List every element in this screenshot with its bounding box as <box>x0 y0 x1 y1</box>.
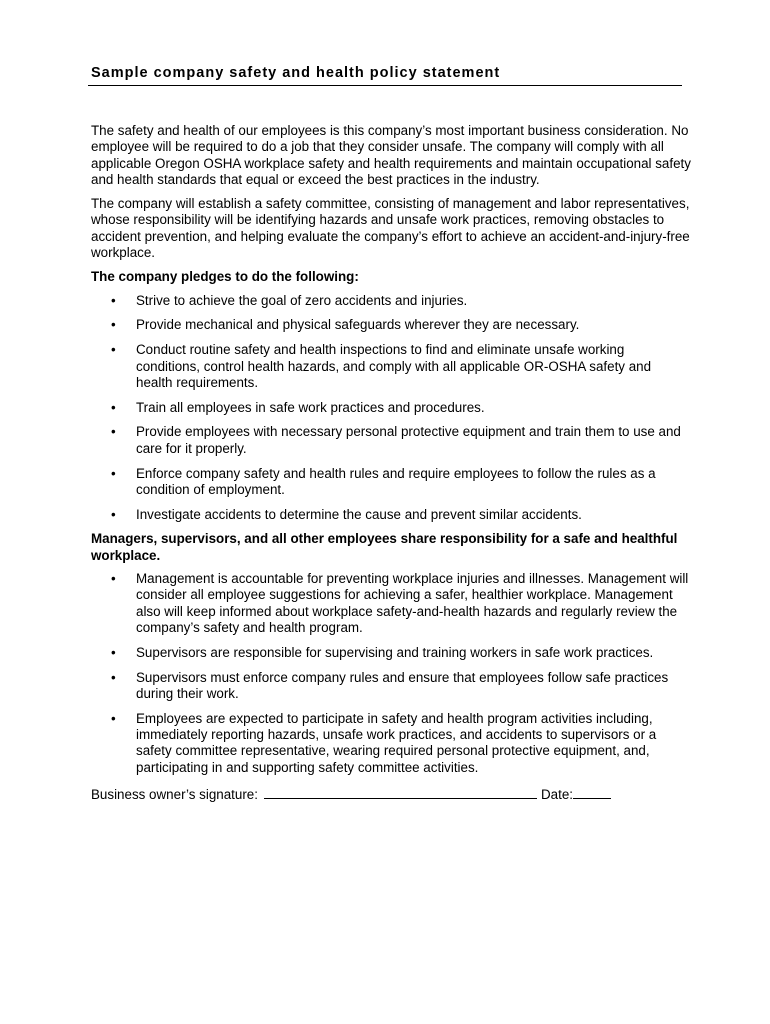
responsibility-heading: Managers, supervisors, and all other employees share responsibility for a safe and healthful workplace. <box>91 531 678 563</box>
bullet-icon: • <box>111 317 116 333</box>
date-label: Date: <box>540 786 573 802</box>
pledge-item <box>91 507 691 523</box>
pledge-item <box>91 400 691 416</box>
pledge-item-text: Strive to achieve the goal of zero accidents and injuries. <box>136 292 468 308</box>
bullet-icon: • <box>111 465 116 481</box>
responsibility-item <box>91 645 691 661</box>
pledge-item-text: Train all employees in safe work practices and procedures. <box>136 399 485 415</box>
pledge-item-text: Provide employees with necessary personal protective equipment and train them to use and care for it properly. <box>136 424 681 456</box>
bullet-icon: • <box>111 342 116 358</box>
pledges-heading: The company pledges to do the following: <box>91 269 359 285</box>
responsibility-item <box>91 571 691 636</box>
responsibility-item <box>91 670 691 703</box>
pledge-item <box>91 466 691 499</box>
pledges-list <box>91 293 691 523</box>
bullet-icon: • <box>111 506 116 522</box>
pledge-item-text: Investigate accidents to determine the cause and prevent similar accidents. <box>136 506 582 522</box>
title-underline <box>88 85 682 86</box>
signature-line[interactable] <box>264 786 537 799</box>
responsibility-item-text: Supervisors must enforce company rules and ensure that employees follow safe practices during their work. <box>136 669 669 701</box>
pledge-item <box>91 317 691 333</box>
bullet-icon: • <box>111 292 116 308</box>
responsibility-item-text: Management is accountable for preventing workplace injuries and illnesses. Management will consider all employee suggestions for achieving a safer, healthier workplace. Management also will keep informed about workplace safety-and-health hazards and regularly review the company’s safety and health program. <box>136 571 689 635</box>
responsibilities-list <box>91 571 691 776</box>
committee-paragraph: The company will establish a safety committee, consisting of management and labor representatives, whose responsibility will be identifying hazards and unsafe work practices, removing obstacles to accident prevention, and helping evaluate the company’s effort to achieve an accident-and-injury-free workplace. <box>91 196 690 261</box>
signature-row <box>91 786 691 803</box>
pledge-item-text: Provide mechanical and physical safeguards wherever they are necessary. <box>136 317 580 333</box>
document-title: Sample company safety and health policy statement <box>91 65 501 81</box>
pledge-item <box>91 342 691 391</box>
pledge-item-text: Conduct routine safety and health inspections to find and eliminate unsafe working conditions, control health hazards, and comply with all applicable OR-OSHA safety and health requirements. <box>136 342 652 390</box>
bullet-icon: • <box>111 644 116 660</box>
responsibility-item-text: Supervisors are responsible for supervising and training workers in safe work practices. <box>136 644 654 660</box>
responsibility-item-text: Employees are expected to participate in safety and health program activities including, immediately reporting hazards, unsafe work practices, and accidents to supervisors or a safety committee representative, wearing required personal protective equipment, and, participating in and supporting safety committee activities. <box>136 710 657 775</box>
bullet-icon: • <box>111 424 116 440</box>
intro-paragraph: The safety and health of our employees is this company’s most important business consideration. No employee will be required to do a job that they consider unsafe. The company will comply with all applicable Oregon OSHA workplace safety and health requirements and maintain occupational safety and health standards that equal or exceed the best practices in the industry. <box>91 123 691 187</box>
bullet-icon: • <box>111 669 116 685</box>
date-line[interactable] <box>573 786 611 799</box>
signature-label: Business owner’s signature: <box>91 786 258 802</box>
bullet-icon: • <box>111 399 116 415</box>
document-body <box>91 123 691 803</box>
responsibility-item <box>91 711 691 776</box>
pledge-item <box>91 424 691 457</box>
bullet-icon: • <box>111 710 116 726</box>
pledge-item-text: Enforce company safety and health rules and require employees to follow the rules as a condition of employment. <box>136 465 656 497</box>
pledge-item <box>91 293 691 309</box>
bullet-icon: • <box>111 571 116 587</box>
